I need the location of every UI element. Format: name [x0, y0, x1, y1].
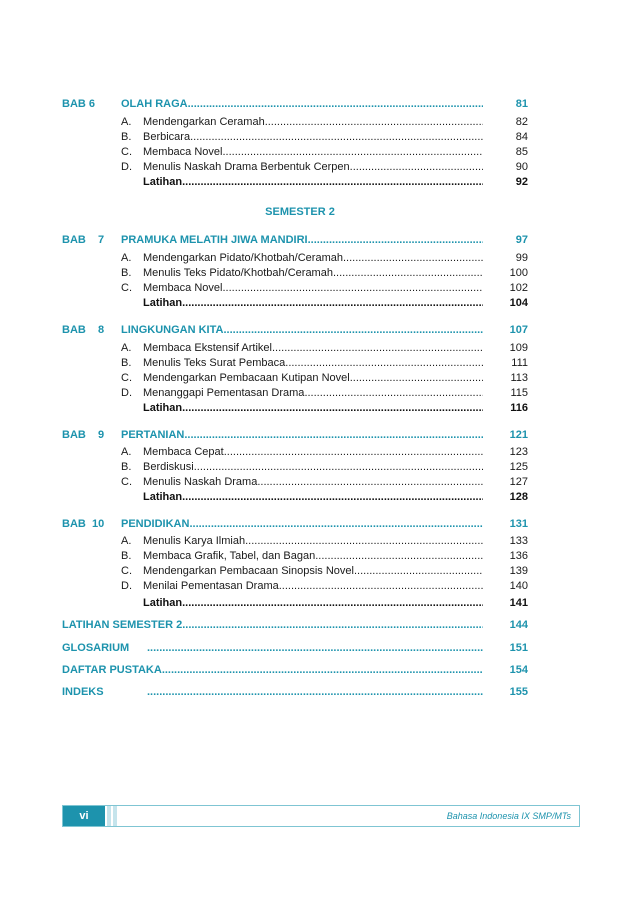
entry-page: 155 [509, 686, 528, 698]
footer-decoration [107, 806, 111, 826]
item-letter: B. [121, 267, 132, 279]
entry-page: 84 [515, 131, 528, 143]
entry-title: GLOSARIUM [62, 642, 130, 654]
toc-entry[interactable] [143, 563, 483, 579]
entry-page: 136 [509, 550, 528, 562]
semester-heading: SEMESTER 2 [265, 206, 335, 218]
chapter-number: 10 [92, 518, 105, 530]
chapter-page: 81 [515, 98, 528, 110]
chapter-number: 9 [98, 429, 105, 441]
entry-page: 151 [509, 642, 528, 654]
item-letter: A. [121, 252, 132, 264]
book-title: Bahasa Indonesia IX SMP/MTs [446, 811, 571, 821]
item-letter: B. [121, 550, 132, 562]
toc-entry[interactable] [143, 144, 483, 160]
leader-dots [194, 459, 483, 475]
toc-entry[interactable] [143, 385, 483, 401]
entry-title: Latihan [143, 176, 183, 188]
leader-dots [223, 322, 483, 338]
entry-title: Berbicara [143, 131, 191, 143]
leader-dots [257, 474, 483, 490]
entry-page: 111 [511, 357, 528, 369]
entry-title: Latihan [143, 597, 183, 609]
leader-dots [350, 370, 483, 386]
chapter-page: 131 [509, 518, 528, 530]
chapter-label: BAB [62, 518, 86, 530]
item-letter: C. [121, 282, 132, 294]
leader-dots [190, 129, 483, 145]
chapter-title: PENDIDIKAN [121, 518, 190, 530]
entry-title: Membaca Novel [143, 282, 223, 294]
latihan-entry[interactable] [143, 489, 483, 505]
chapter-page: 97 [515, 234, 528, 246]
entry-page: 92 [515, 176, 528, 188]
leader-dots [245, 533, 483, 549]
backmatter-entry[interactable] [62, 662, 483, 678]
entry-page: 113 [510, 372, 528, 384]
leader-dots [182, 617, 483, 633]
toc-entry[interactable] [143, 265, 483, 281]
chapter-label: BAB [62, 429, 86, 441]
leader-dots [354, 563, 483, 579]
leader-dots [182, 595, 483, 611]
leader-dots [184, 427, 483, 443]
leader-dots [188, 96, 483, 112]
toc-entry[interactable] [143, 548, 483, 564]
leader-dots [279, 578, 483, 594]
toc-entry[interactable] [143, 370, 483, 386]
leader-dots [222, 280, 483, 296]
entry-title: Berdiskusi [143, 461, 194, 473]
entry-title: Menulis Naskah Drama Berbentuk Cerpen [143, 161, 350, 173]
chapter-title-entry[interactable] [121, 427, 483, 443]
leader-dots [224, 444, 483, 460]
entry-page: 127 [509, 476, 528, 488]
entry-title: Latihan [143, 491, 183, 503]
entry-title: Mendengarkan Pembacaan Sinopsis Novel [143, 565, 354, 577]
leader-dots [147, 684, 483, 700]
toc-entry[interactable] [143, 533, 483, 549]
chapter-title-entry[interactable] [121, 516, 483, 532]
toc-entry[interactable] [143, 459, 483, 475]
item-letter: A. [121, 535, 132, 547]
item-letter: B. [121, 461, 132, 473]
leader-dots [315, 548, 483, 564]
latihan-entry[interactable] [143, 174, 483, 190]
chapter-title: PRAMUKA MELATIH JIWA MANDIRI [121, 234, 308, 246]
item-letter: D. [121, 580, 132, 592]
chapter-label: BAB [62, 234, 86, 246]
page-footer [62, 805, 580, 827]
toc-entry[interactable] [143, 578, 483, 594]
entry-page: 154 [509, 664, 528, 676]
leader-dots [285, 355, 483, 371]
entry-title: LATIHAN SEMESTER 2 [62, 619, 183, 631]
leader-dots [308, 232, 483, 248]
entry-page: 133 [509, 535, 528, 547]
entry-page: 141 [509, 597, 528, 609]
chapter-title: OLAH RAGA [121, 98, 188, 110]
item-letter: A. [121, 446, 132, 458]
leader-dots [182, 174, 483, 190]
entry-title: Menilai Pementasan Drama [143, 580, 279, 592]
entry-title: DAFTAR PUSTAKA [62, 664, 162, 676]
leader-dots [265, 114, 483, 130]
chapter-label: BAB 6 [62, 98, 96, 110]
entry-title: Menanggapi Pementasan Drama [143, 387, 305, 399]
entry-page: 102 [509, 282, 528, 294]
leader-dots [350, 159, 483, 175]
chapter-title-entry[interactable] [121, 232, 483, 248]
leader-dots [343, 250, 483, 266]
leader-dots [222, 144, 483, 160]
leader-dots [333, 265, 483, 281]
item-letter: D. [121, 387, 132, 399]
leader-dots [304, 385, 483, 401]
chapter-page: 107 [509, 324, 528, 336]
toc-entry[interactable] [143, 114, 483, 130]
chapter-title-entry[interactable] [121, 322, 483, 338]
entry-title: Membaca Cepat [143, 446, 224, 458]
toc-entry[interactable] [143, 280, 483, 296]
entry-page: 99 [515, 252, 528, 264]
entry-title: INDEKS [62, 686, 104, 698]
toc-entry[interactable] [143, 159, 483, 175]
entry-title: Menulis Naskah Drama [143, 476, 258, 488]
entry-title: Mendengarkan Pidato/Khotbah/Ceramah [143, 252, 343, 264]
item-letter: B. [121, 357, 132, 369]
backmatter-entry[interactable] [62, 617, 483, 633]
entry-title: Membaca Ekstensif Artikel [143, 342, 272, 354]
chapter-number: 7 [98, 234, 105, 246]
backmatter-entry[interactable] [147, 684, 483, 700]
latihan-entry[interactable] [143, 400, 483, 416]
chapter-page: 121 [509, 429, 528, 441]
entry-title: Latihan [143, 297, 183, 309]
toc-entry[interactable] [143, 129, 483, 145]
item-letter: C. [121, 565, 132, 577]
leader-dots [147, 640, 483, 656]
entry-page: 85 [515, 146, 528, 158]
entry-title: Menulis Karya Ilmiah [143, 535, 246, 547]
entry-page: 82 [515, 116, 528, 128]
entry-page: 104 [509, 297, 528, 309]
chapter-number: 8 [98, 324, 105, 336]
leader-dots [162, 662, 483, 678]
toc-entry[interactable] [143, 355, 483, 371]
entry-page: 109 [509, 342, 528, 354]
chapter-title: LINGKUNGAN KITA [121, 324, 224, 336]
entry-page: 125 [509, 461, 528, 473]
item-letter: D. [121, 161, 132, 173]
entry-title: Mendengarkan Ceramah [143, 116, 265, 128]
latihan-entry[interactable] [143, 595, 483, 611]
entry-title: Mendengarkan Pembacaan Kutipan Novel [143, 372, 350, 384]
chapter-title-entry[interactable] [121, 96, 483, 112]
entry-page: 100 [509, 267, 528, 279]
leader-dots [182, 489, 483, 505]
entry-title: Menulis Teks Pidato/Khotbah/Ceramah [143, 267, 333, 279]
item-letter: C. [121, 476, 132, 488]
leader-dots [272, 340, 483, 356]
latihan-entry[interactable] [143, 295, 483, 311]
entry-title: Menulis Teks Surat Pembaca [143, 357, 286, 369]
entry-page: 139 [509, 565, 528, 577]
item-letter: C. [121, 146, 132, 158]
leader-dots [182, 400, 483, 416]
toc-entry[interactable] [143, 250, 483, 266]
item-letter: A. [121, 342, 132, 354]
entry-page: 123 [509, 446, 528, 458]
toc-entry[interactable] [143, 444, 483, 460]
item-letter: B. [121, 131, 132, 143]
entry-page: 128 [509, 491, 528, 503]
backmatter-entry[interactable] [147, 640, 483, 656]
entry-title: Latihan [143, 402, 183, 414]
entry-page: 144 [509, 619, 528, 631]
toc-entry[interactable] [143, 474, 483, 490]
chapter-label: BAB [62, 324, 86, 336]
page-number: vi [63, 806, 105, 826]
item-letter: A. [121, 116, 132, 128]
footer-decoration [113, 806, 117, 826]
item-letter: C. [121, 372, 132, 384]
chapter-title: PERTANIAN [121, 429, 185, 441]
leader-dots [189, 516, 483, 532]
toc-entry[interactable] [143, 340, 483, 356]
leader-dots [182, 295, 483, 311]
entry-title: Membaca Novel [143, 146, 223, 158]
entry-page: 115 [510, 387, 528, 399]
entry-page: 90 [515, 161, 528, 173]
entry-page: 140 [509, 580, 528, 592]
entry-title: Membaca Grafik, Tabel, dan Bagan [143, 550, 316, 562]
entry-page: 116 [510, 402, 528, 414]
